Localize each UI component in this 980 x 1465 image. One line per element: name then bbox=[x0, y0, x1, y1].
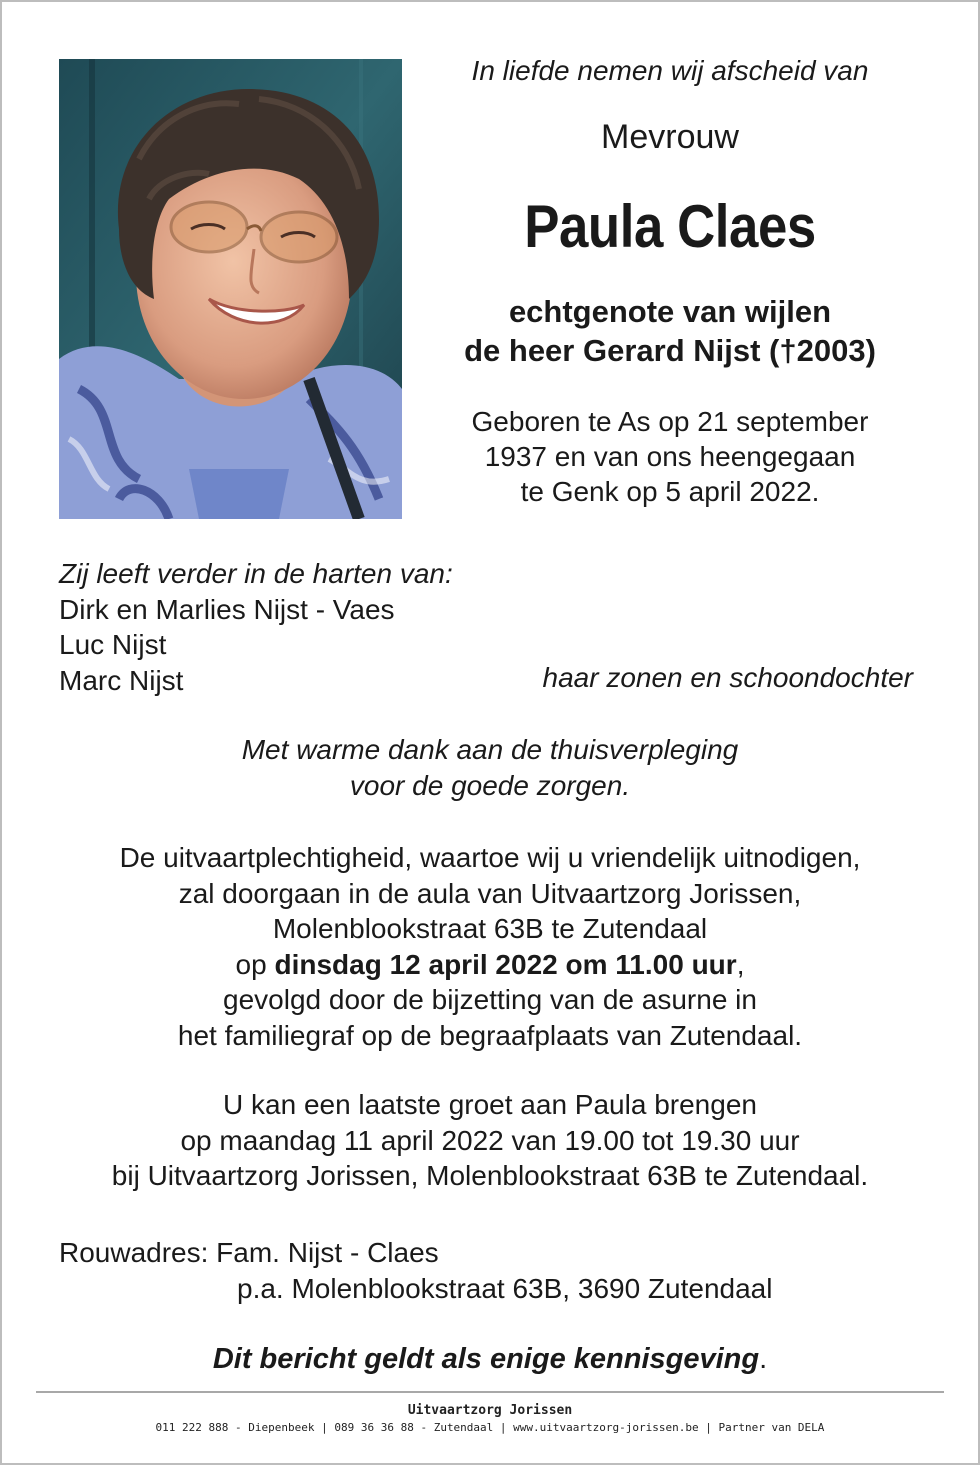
portrait-photo bbox=[59, 59, 402, 519]
footer-divider bbox=[36, 1391, 944, 1393]
footer-contact: 011 222 888 - Diepenbeek | 089 36 36 88 - Zutendaal | www.uitvaartzorg-jorissen.be | Partner van DELA bbox=[155, 1421, 825, 1434]
footer bbox=[20, 1402, 960, 1436]
thanks-line-2: voor de goede zorgen. bbox=[349, 769, 631, 801]
ceremony-date-prefix: op bbox=[235, 948, 267, 980]
ceremony-date-suffix: , bbox=[736, 948, 745, 980]
visitation-info bbox=[20, 1087, 960, 1194]
spouse-info bbox=[410, 292, 930, 370]
honorific: Mevrouw bbox=[601, 118, 739, 156]
birth-death-info bbox=[410, 404, 930, 509]
ceremony-line-1: De uitvaartplechtigheid, waartoe wij u vriendelijk uitnodigen, bbox=[119, 842, 861, 873]
address-line-1: Rouwadres: Fam. Nijst - Claes bbox=[59, 1237, 439, 1268]
survivor-name: Luc Nijst bbox=[59, 629, 167, 660]
survivors-intro: Zij leeft verder in de harten van: bbox=[59, 558, 453, 589]
visit-line-3: bij Uitvaartzorg Jorissen, Molenblookstraat 63B te Zutendaal. bbox=[111, 1160, 869, 1191]
thanks-message bbox=[20, 732, 960, 803]
header-block bbox=[410, 52, 930, 509]
ceremony-line-5: gevolgd door de bijzetting van de asurne in bbox=[223, 984, 757, 1015]
visit-line-2: op maandag 11 april 2022 van 19.00 tot 19.30 uur bbox=[180, 1124, 800, 1156]
footer-org: Uitvaartzorg Jorissen bbox=[407, 1403, 573, 1418]
intro-line: In liefde nemen wij afscheid van bbox=[471, 55, 869, 86]
mourning-address bbox=[59, 1235, 919, 1306]
survivor-name: Marc Nijst bbox=[59, 664, 184, 696]
ceremony-line-3: Molenblookstraat 63B te Zutendaal bbox=[272, 913, 708, 944]
deceased-name: Paula Claes bbox=[524, 193, 816, 260]
ceremony-info bbox=[20, 840, 960, 1053]
ceremony-line-6: het familiegraf op de begraafplaats van Zutendaal. bbox=[177, 1019, 803, 1051]
visit-line-1: U kan een laatste groet aan Paula brengen bbox=[223, 1089, 757, 1120]
birth-line-3: te Genk op 5 april 2022. bbox=[520, 476, 820, 507]
notice-period: . bbox=[759, 1343, 768, 1375]
ceremony-line-2: zal doorgaan in de aula van Uitvaartzorg Jorissen, bbox=[178, 877, 802, 909]
spouse-line-2: de heer Gerard Nijst (†2003) bbox=[464, 333, 876, 368]
ceremony-date-line bbox=[20, 947, 960, 983]
birth-line-2: 1937 en van ons heengegaan bbox=[484, 441, 856, 472]
notice-text: Dit bericht geldt als enige kennisgeving bbox=[212, 1343, 760, 1375]
ceremony-date: dinsdag 12 april 2022 om 11.00 uur bbox=[274, 948, 737, 980]
notice-statement bbox=[20, 1340, 960, 1378]
survivor-name: Dirk en Marlies Nijst - Vaes bbox=[59, 593, 395, 625]
address-line-2: p.a. Molenblookstraat 63B, 3690 Zutendaal bbox=[237, 1272, 773, 1304]
thanks-line-1: Met warme dank aan de thuisverpleging bbox=[241, 734, 739, 765]
birth-line-1: Geboren te As op 21 september bbox=[471, 406, 869, 437]
spouse-line-1: echtgenote van wijlen bbox=[508, 294, 832, 329]
survivors-relation: haar zonen en schoondochter bbox=[542, 662, 913, 693]
